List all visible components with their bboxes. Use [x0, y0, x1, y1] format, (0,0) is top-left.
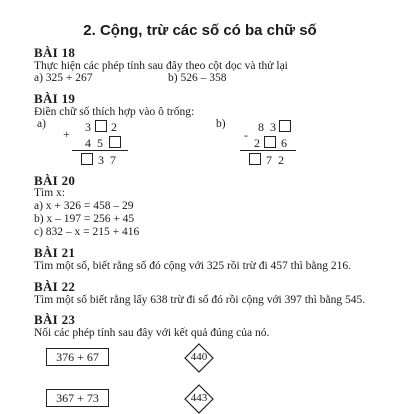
- digit: 4: [85, 136, 91, 150]
- difference-line: [240, 150, 296, 151]
- result-diamond[interactable]: [184, 343, 214, 373]
- result-label: 443: [190, 392, 208, 404]
- digit: 2: [111, 120, 117, 134]
- operation-label: 367 + 73: [56, 390, 99, 405]
- exercise-21-text: Tìm một số, biết rằng số đó cộng với 325 rồi trừ đi 457 thì bằng 216.: [34, 260, 352, 272]
- exercise-22-heading: BÀI 22: [34, 279, 76, 294]
- plus-sign: +: [63, 127, 70, 141]
- exercise-22-text: Tìm một số biết rằng lấy 638 trừ đi số đó rồi cộng với 397 thì bằng 545.: [34, 294, 366, 306]
- exercise-18-a: a) 325 + 267: [34, 72, 93, 84]
- result-diamond[interactable]: [184, 384, 214, 414]
- result-label: 440: [190, 351, 208, 363]
- digit: 2: [278, 153, 284, 167]
- blank-box[interactable]: [81, 153, 93, 165]
- exercise-20-a: a) x + 326 = 458 – 29: [34, 200, 134, 212]
- exercise-23-heading: BÀI 23: [34, 312, 76, 327]
- page-title: 2. Cộng, trừ các số có ba chữ số: [83, 22, 317, 39]
- exercise-20-b: b) x – 197 = 256 + 45: [34, 213, 135, 225]
- blank-box[interactable]: [109, 136, 121, 148]
- exercise-20-heading: BÀI 20: [34, 173, 76, 188]
- blank-box[interactable]: [249, 153, 261, 165]
- blank-box[interactable]: [264, 136, 276, 148]
- blank-box[interactable]: [95, 120, 107, 132]
- operation-label: 376 + 67: [56, 349, 99, 364]
- exercise-18-text: Thực hiện các phép tính sau đây theo cột dọc và thử lại: [34, 60, 288, 72]
- minus-sign: -: [244, 128, 248, 142]
- digit: 3: [270, 120, 276, 134]
- digit: 2: [254, 136, 260, 150]
- operation-box[interactable]: [46, 389, 109, 407]
- digit: 3: [85, 120, 91, 134]
- digit: 7: [266, 153, 272, 167]
- exercise-19-a-label: a): [37, 118, 46, 130]
- exercise-20-c: c) 832 – x = 215 + 416: [34, 226, 140, 238]
- exercise-18-heading: BÀI 18: [34, 45, 76, 60]
- exercise-20-text: Tìm x:: [34, 187, 65, 199]
- digit: 8: [258, 120, 264, 134]
- digit: 6: [281, 136, 287, 150]
- exercise-19-heading: BÀI 19: [34, 91, 76, 106]
- digit: 3: [98, 153, 104, 167]
- sum-line: [72, 150, 128, 151]
- exercise-19-text: Điền chữ số thích hợp vào ô trống:: [34, 106, 195, 118]
- digit: 7: [110, 153, 116, 167]
- blank-box[interactable]: [279, 120, 291, 132]
- exercise-19-b-label: b): [216, 118, 226, 130]
- exercise-23-text: Nối các phép tính sau đây với kết quả đúng của nó.: [34, 327, 270, 339]
- digit: 5: [97, 136, 103, 150]
- exercise-21-heading: BÀI 21: [34, 245, 76, 260]
- exercise-18-b: b) 526 – 358: [168, 72, 227, 84]
- operation-box[interactable]: [46, 348, 109, 366]
